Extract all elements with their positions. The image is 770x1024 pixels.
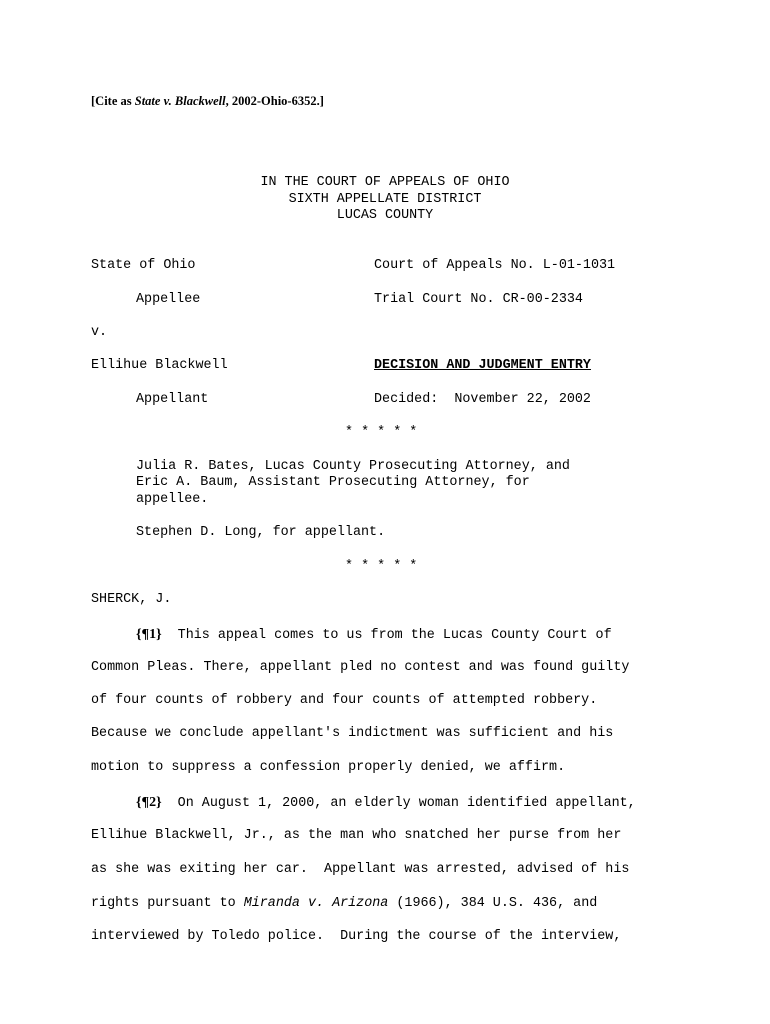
- decided-date: Decided: November 22, 2002: [374, 392, 591, 407]
- party-state-role: Appellee: [136, 292, 201, 307]
- case-citation: Miranda v. Arizona: [243, 896, 389, 911]
- counsel-line: Eric A. Baum, Assistant Prosecuting Attorney, for: [136, 475, 530, 490]
- opinion-line: of four counts of robbery and four counts of attempted robbery.: [91, 693, 598, 708]
- appeals-case-number: Court of Appeals No. L-01-1031: [374, 258, 616, 273]
- citation-suffix: , 2002-Ohio-6352.]: [225, 94, 324, 108]
- court-district: SIXTH APPELLATE DISTRICT: [288, 192, 482, 207]
- opinion-line: [136, 795, 636, 813]
- opinion-line: [91, 896, 597, 913]
- versus: v.: [91, 325, 108, 340]
- paragraph-number: {¶2}: [136, 795, 162, 810]
- entry-title: DECISION AND JUDGMENT ENTRY: [374, 358, 591, 373]
- opinion-line: as she was exiting her car. Appellant was arrested, advised of his: [91, 862, 630, 877]
- party-defendant-role: Appellant: [136, 392, 209, 407]
- paragraph-number: {¶1}: [136, 627, 162, 642]
- opinion-line: interviewed by Toledo police. During the course of the interview,: [91, 929, 622, 944]
- opinion-text: (1966), 384 U.S. 436, and: [388, 896, 598, 911]
- counsel-line: appellee.: [136, 492, 209, 507]
- counsel-appellant: Stephen D. Long, for appellant.: [136, 525, 386, 540]
- opinion-line: Common Pleas. There, appellant pled no contest and was found guilty: [91, 660, 630, 675]
- citation-case-name: State v. Blackwell: [134, 94, 226, 108]
- opinion-line: Ellihue Blackwell, Jr., as the man who snatched her purse from her: [91, 828, 622, 843]
- opinion-line: motion to suppress a confession properly denied, we affirm.: [91, 760, 566, 775]
- opinion-line: Because we conclude appellant's indictment was sufficient and his: [91, 726, 614, 741]
- citation-header: [91, 94, 324, 109]
- court-name: IN THE COURT OF APPEALS OF OHIO: [260, 175, 510, 190]
- separator-bottom: * * * * *: [345, 559, 418, 574]
- party-state: State of Ohio: [91, 258, 196, 273]
- trial-case-number: Trial Court No. CR-00-2334: [374, 292, 583, 307]
- opinion-text: On August 1, 2000, an elderly woman identified appellant,: [177, 796, 636, 811]
- opinion-line: [136, 627, 612, 645]
- opinion-text: rights pursuant to: [91, 896, 244, 911]
- judge-name: SHERCK, J.: [91, 592, 172, 607]
- citation-prefix: [Cite as: [91, 94, 135, 108]
- counsel-line: Julia R. Bates, Lucas County Prosecuting Attorney, and: [136, 459, 570, 474]
- court-county: LUCAS COUNTY: [336, 208, 434, 223]
- separator-top: * * * * *: [345, 425, 418, 440]
- opinion-text: This appeal comes to us from the Lucas County Court of: [177, 628, 612, 643]
- party-defendant: Ellihue Blackwell: [91, 358, 228, 373]
